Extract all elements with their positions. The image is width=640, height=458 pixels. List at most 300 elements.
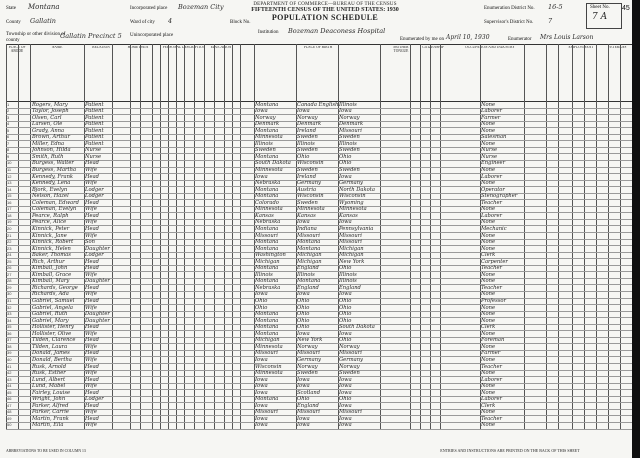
line-number: 7	[7, 140, 10, 146]
birthplace-cell: Minnesota	[255, 370, 283, 377]
mother-birthplace-cell: Ohio	[339, 311, 352, 318]
mother-birthplace-cell: Kansas	[339, 212, 358, 219]
name-cell: Johnson, Hilda	[32, 147, 71, 154]
relation-cell: Head	[85, 258, 100, 265]
relation-cell: Daughter	[85, 317, 110, 324]
line-number: 16	[7, 199, 12, 205]
birthplace-cell: Illinois	[255, 140, 273, 147]
birthplace-cell: Ohio	[255, 304, 268, 311]
mother-birthplace-cell: Minnesota	[339, 206, 367, 213]
birthplace-cell: Iowa	[255, 415, 268, 422]
name-cell: Larsen, Ole	[32, 121, 63, 128]
line-number: 38	[7, 343, 12, 349]
line-number: 39	[7, 350, 12, 356]
line-number: 33	[7, 311, 12, 317]
department-line: DEPARTMENT OF COMMERCE—BUREAU OF THE CENSUS	[253, 2, 397, 7]
father-birthplace-cell: Ireland	[297, 127, 317, 134]
birthplace-cell: Montana	[255, 317, 279, 324]
enum-district-value: 16-5	[548, 3, 563, 11]
county-label: County	[6, 20, 21, 25]
line-number: 46	[7, 396, 12, 402]
column-heading: RELATION	[92, 46, 110, 49]
line-number: 26	[7, 265, 12, 271]
mother-birthplace-cell: South Dakota	[339, 324, 375, 331]
name-cell: Kimball, John	[32, 265, 68, 272]
enumerated-label: Enumerated by me on	[400, 37, 445, 42]
relation-cell: Son	[85, 239, 96, 246]
column-rule	[176, 44, 177, 430]
occupation-cell: Nurse	[481, 147, 498, 154]
mother-birthplace-cell: Norway	[339, 343, 360, 350]
birthplace-cell: Nebraska	[255, 284, 281, 291]
relation-cell: Wife	[85, 343, 97, 350]
state-label: State	[6, 6, 16, 11]
ward-value: 4	[168, 17, 173, 25]
father-birthplace-cell: Ohio	[297, 396, 310, 403]
occupation-cell: None	[481, 127, 496, 134]
column-rule	[380, 44, 381, 430]
name-cell: Kennedy, Lena	[32, 180, 71, 187]
relation-cell: Wife	[85, 409, 97, 416]
row-rule	[6, 429, 636, 430]
instructions-note: ENTRIES AND INSTRUCTIONS ARE PRINTED ON THE BACK OF THIS SHEET	[440, 448, 580, 454]
birthplace-cell: Iowa	[255, 422, 268, 429]
name-cell: Kinnick, Jane	[32, 232, 67, 239]
father-birthplace-cell: Kansas	[297, 212, 316, 219]
mother-birthplace-cell: Iowa	[339, 108, 352, 115]
birthplace-cell: Minnesota	[255, 343, 283, 350]
incorporated-value: Bozeman City	[178, 3, 224, 11]
father-birthplace-cell: Sweden	[297, 370, 318, 377]
line-number: 17	[7, 206, 12, 212]
father-birthplace-cell: Missouri	[297, 232, 320, 239]
relation-cell: Nurse	[85, 153, 102, 160]
relation-cell: Head	[85, 199, 100, 206]
mother-birthplace-cell: Illinois	[339, 271, 357, 278]
name-cell: Hollister, Henry	[32, 324, 74, 331]
mother-birthplace-cell: Iowa	[339, 402, 352, 409]
birthplace-cell: Montana	[255, 193, 279, 200]
occupation-cell: Laborer	[481, 173, 503, 180]
name-cell: Nelson, Hazel	[32, 193, 69, 200]
relation-cell: Wife	[85, 422, 97, 429]
occupation-cell: Clerk	[481, 402, 496, 409]
occupation-cell: None	[481, 278, 496, 285]
mother-birthplace-cell: Norway	[339, 114, 360, 121]
mother-birthplace-cell: Illinois	[339, 101, 357, 108]
father-birthplace-cell: Sweden	[297, 134, 318, 141]
line-number: 12	[7, 173, 12, 179]
father-birthplace-cell: Wisconsin	[297, 160, 324, 167]
line-number: 11	[7, 167, 12, 172]
line-number: 23	[7, 245, 12, 251]
line-number: 35	[7, 324, 12, 330]
father-birthplace-cell: Iowa	[297, 383, 310, 390]
relation-cell: Wife	[85, 206, 97, 213]
father-birthplace-cell: Sweden	[297, 147, 318, 154]
township-label: Township or other division of county	[6, 32, 66, 43]
father-birthplace-cell: England	[297, 284, 319, 291]
column-heading: PERSONAL DESCRIPTION	[162, 46, 206, 49]
name-cell: Tilden, Clarence	[32, 337, 76, 344]
line-number: 22	[7, 239, 12, 245]
relation-cell: Wife	[85, 356, 97, 363]
mother-birthplace-cell: Ohio	[339, 396, 352, 403]
line-number: 47	[7, 402, 12, 408]
line-number: 44	[7, 383, 12, 389]
mother-birthplace-cell: Denmark	[339, 121, 364, 128]
relation-cell: Head	[85, 337, 100, 344]
census-line: FIFTEENTH CENSUS OF THE UNITED STATES: 1930	[251, 7, 399, 14]
name-cell: Parker, Alfred	[32, 402, 69, 409]
mother-birthplace-cell: Missouri	[339, 350, 362, 357]
father-birthplace-cell: Missouri	[297, 409, 320, 416]
name-cell: Fairley, Louise	[32, 389, 71, 396]
father-birthplace-cell: Norway	[297, 363, 318, 370]
father-birthplace-cell: Germany	[297, 180, 321, 187]
birthplace-cell: Wisconsin	[255, 363, 282, 370]
mother-birthplace-cell: Ohio	[339, 304, 352, 311]
occupation-cell: Teacher	[481, 265, 503, 272]
township-value: Gallatin Precinct 5	[60, 32, 122, 40]
name-cell: Hollister, Olive	[32, 330, 72, 337]
line-number: 24	[7, 252, 12, 258]
mother-birthplace-cell: Iowa	[339, 376, 352, 383]
birthplace-cell: Sweden	[255, 147, 276, 154]
occupation-cell: Laborer	[481, 212, 503, 219]
name-cell: Kinnick, Robert	[32, 239, 74, 246]
occupation-cell: None	[481, 232, 496, 239]
name-cell: Kimball, Grace	[32, 271, 72, 278]
column-heading: NAME	[51, 46, 63, 49]
relation-cell: Head	[85, 284, 100, 291]
birthplace-cell: Montana	[255, 330, 279, 337]
institution-label: Institution	[258, 30, 279, 35]
column-rule	[168, 44, 169, 430]
column-rule	[620, 44, 621, 430]
birthplace-cell: Missouri	[255, 409, 278, 416]
mother-birthplace-cell: Iowa	[339, 219, 352, 226]
occupation-cell: None	[481, 356, 496, 363]
mother-birthplace-cell: Ohio	[339, 160, 352, 167]
column-rule	[160, 44, 161, 430]
column-rule	[152, 44, 153, 430]
relation-cell: Head	[85, 212, 100, 219]
occupation-cell: None	[481, 239, 496, 246]
name-cell: Rusk, Arnold	[32, 363, 67, 370]
relation-cell: Head	[85, 265, 100, 272]
occupation-cell: Teacher	[481, 415, 503, 422]
father-birthplace-cell: Ireland	[297, 173, 317, 180]
relation-cell: Daughter	[85, 245, 110, 252]
occupation-cell: Operator	[481, 186, 505, 193]
birthplace-cell: Montana	[255, 265, 279, 272]
ward-label: Ward of city	[130, 20, 155, 25]
mother-birthplace-cell: Pennsylvania	[339, 225, 374, 232]
birthplace-cell: Montana	[255, 127, 279, 134]
father-birthplace-cell: Illinois	[297, 271, 315, 278]
father-birthplace-cell: Sweden	[297, 199, 318, 206]
column-heading: MOTHER TONGUE	[393, 46, 409, 53]
column-header-band	[6, 44, 636, 102]
father-birthplace-cell: Norway	[297, 343, 318, 350]
mother-birthplace-cell: Wyoming	[339, 199, 364, 206]
block-label: Block No.	[230, 20, 251, 25]
title-block	[240, 2, 410, 22]
birthplace-cell: Norway	[255, 114, 276, 121]
mother-birthplace-cell: England	[339, 284, 361, 291]
father-birthplace-cell: Sweden	[297, 167, 318, 173]
mother-birthplace-cell: Germany	[339, 356, 363, 363]
birthplace-cell: Montana	[255, 278, 279, 285]
birthplace-cell: Montana	[255, 153, 279, 160]
column-rule	[240, 44, 241, 430]
relation-cell: Wife	[85, 370, 97, 377]
father-birthplace-cell: Iowa	[297, 415, 310, 422]
name-cell: Burgess, Walter	[32, 160, 74, 167]
relation-cell: Lodger	[85, 396, 104, 403]
line-number: 18	[7, 212, 12, 218]
column-rule	[596, 44, 597, 430]
line-number: 14	[7, 186, 12, 192]
column-heading: PLACE OF BIRTH	[303, 46, 333, 49]
relation-cell: Lodger	[85, 252, 104, 259]
mother-birthplace-cell: Iowa	[339, 389, 352, 396]
line-number: 25	[7, 258, 12, 264]
birthplace-cell: Minnesota	[255, 206, 283, 213]
father-birthplace-cell: Germany	[297, 356, 321, 363]
name-cell: Smith, Ruth	[32, 153, 64, 160]
column-rule	[184, 44, 185, 430]
column-rule	[194, 44, 195, 430]
occupation-cell: Nurse	[481, 153, 498, 160]
name-cell: Miller, Edna	[32, 140, 65, 147]
line-number: 1	[7, 101, 10, 107]
mother-birthplace-cell: Norway	[339, 363, 360, 370]
line-number: 8	[7, 147, 10, 153]
line-number: 30	[7, 291, 12, 297]
relation-cell: Daughter	[85, 278, 110, 285]
line-number: 6	[7, 134, 10, 140]
relation-cell: Patient	[85, 101, 104, 108]
father-birthplace-cell: Ohio	[297, 324, 310, 331]
relation-cell: Lodger	[85, 193, 104, 200]
mother-birthplace-cell: Michigan	[339, 252, 364, 259]
name-cell: Tilden, Laura	[32, 343, 68, 350]
enumerator-label: Enumerator	[508, 37, 532, 42]
father-birthplace-cell: Scotland	[297, 389, 321, 396]
mother-birthplace-cell: Ohio	[339, 153, 352, 160]
column-rule	[546, 44, 547, 430]
mother-birthplace-cell: Iowa	[339, 291, 352, 298]
birthplace-cell: Denmark	[255, 121, 280, 128]
father-birthplace-cell: Iowa	[297, 330, 310, 337]
name-cell: Donald, Bertha	[32, 356, 72, 363]
column-rule	[430, 44, 431, 430]
column-rule	[30, 44, 31, 430]
name-cell: Taylor, Joseph	[32, 108, 69, 115]
mother-birthplace-cell: Illinois	[339, 278, 357, 285]
father-birthplace-cell: Denmark	[297, 121, 322, 128]
mother-birthplace-cell: Ohio	[339, 317, 352, 324]
line-number: 13	[7, 180, 12, 186]
line-number: 5	[7, 127, 10, 133]
father-birthplace-cell: New York	[297, 337, 323, 344]
line-number: 27	[7, 271, 12, 277]
occupation-cell: None	[481, 311, 496, 318]
column-rule	[584, 44, 585, 430]
birthplace-cell: Ohio	[255, 298, 268, 304]
occupation-cell: Salesman	[481, 134, 507, 141]
line-number: 32	[7, 304, 12, 310]
mother-birthplace-cell: Iowa	[339, 383, 352, 390]
relation-cell: Head	[85, 376, 100, 383]
column-rule	[524, 44, 525, 430]
name-cell: Baker, Thomas	[32, 252, 71, 259]
father-birthplace-cell: Illinois	[297, 140, 315, 147]
column-rule	[608, 44, 609, 430]
supervisor-label: Supervisor's District No.	[484, 20, 534, 25]
line-number: 9	[7, 153, 10, 159]
line-number: 3	[7, 114, 10, 120]
enumerator-value: Mrs Louis Larson	[540, 34, 594, 41]
line-number: 48	[7, 409, 12, 415]
occupation-cell: None	[481, 304, 496, 311]
column-rule	[224, 44, 225, 430]
father-birthplace-cell: Montana	[297, 245, 321, 252]
occupation-cell: None	[481, 245, 496, 252]
column-rule	[440, 44, 441, 430]
name-cell: Pearce, Alice	[32, 219, 67, 226]
name-cell: Martin, Frank	[32, 415, 69, 422]
occupation-cell: None	[481, 317, 496, 324]
occupation-cell: None	[481, 140, 496, 147]
occupation-cell: None	[481, 389, 496, 396]
mother-birthplace-cell: Ohio	[339, 298, 352, 304]
occupation-cell: Teacher	[481, 199, 503, 206]
relation-cell: Wife	[85, 304, 97, 311]
mother-birthplace-cell: Germany	[339, 180, 363, 187]
name-cell: Gabriel, Samuel	[32, 298, 75, 304]
relation-cell: Head	[85, 389, 100, 396]
mother-birthplace-cell: Missouri	[339, 232, 362, 239]
name-cell: Pearce, Ralph	[32, 212, 69, 219]
name-cell: Rusk, Esther	[32, 370, 66, 377]
relation-cell: Wife	[85, 271, 97, 278]
father-birthplace-cell: Iowa	[297, 219, 310, 226]
relation-cell: Wife	[85, 232, 97, 239]
line-number: 10	[7, 160, 12, 166]
occupation-cell: None	[481, 271, 496, 278]
relation-cell: Wife	[85, 219, 97, 226]
enum-district-label: Enumeration District No.	[484, 6, 535, 11]
occupation-cell: None	[481, 291, 496, 298]
mother-birthplace-cell: Sweden	[339, 134, 360, 141]
state-value: Montana	[28, 3, 60, 11]
father-birthplace-cell: Montana	[297, 239, 321, 246]
birthplace-cell: Illinois	[255, 271, 273, 278]
name-cell: Wright, John	[32, 396, 66, 403]
father-birthplace-cell: Ohio	[297, 311, 310, 318]
relation-cell: Patient	[85, 108, 104, 115]
occupation-cell: Professor	[481, 298, 507, 304]
relation-cell: Patient	[85, 134, 104, 141]
mother-birthplace-cell: New York	[339, 258, 365, 265]
name-cell: Rich, Arthur	[32, 258, 65, 265]
occupation-cell: Farmer	[481, 350, 501, 357]
name-cell: Rogers, Mary	[32, 101, 68, 108]
name-cell: Bjork, Evelyn	[32, 186, 68, 193]
line-number: 28	[7, 278, 12, 284]
father-birthplace-cell: Wisconsin	[297, 193, 324, 200]
father-birthplace-cell: Iowa	[297, 422, 310, 429]
column-heading: OCCUPATION AND INDUSTRY	[465, 46, 515, 49]
mother-birthplace-cell: Michigan	[339, 245, 364, 252]
birthplace-cell: Nebraska	[255, 219, 281, 226]
name-cell: Richards, George	[32, 284, 78, 291]
line-number: 19	[7, 219, 12, 225]
column-rule	[410, 44, 411, 430]
mother-birthplace-cell: Sweden	[339, 147, 360, 154]
birthplace-cell: Nebraska	[255, 180, 281, 187]
relation-cell: Patient	[85, 121, 104, 128]
relation-cell: Patient	[85, 127, 104, 134]
name-cell: Donald, James	[32, 350, 70, 357]
line-number: 20	[7, 225, 12, 231]
name-cell: Olsen, Carl	[32, 114, 62, 121]
occupation-cell: Laborer	[481, 396, 503, 403]
column-rule	[232, 44, 233, 430]
name-cell: Coleman, Evelyn	[32, 206, 77, 213]
mother-birthplace-cell: Missouri	[339, 239, 362, 246]
birthplace-cell: Montana	[255, 225, 279, 232]
birthplace-cell: Washington	[255, 252, 286, 259]
line-number: 45	[7, 389, 12, 395]
mother-birthplace-cell: Iowa	[339, 422, 352, 429]
father-birthplace-cell: Ohio	[297, 153, 310, 160]
father-birthplace-cell: Ohio	[297, 317, 310, 324]
occupation-cell: Clerk	[481, 324, 496, 331]
name-cell: Kinnick, Peter	[32, 225, 70, 232]
name-cell: Martin, Ella	[32, 422, 64, 429]
birthplace-cell: Montana	[255, 239, 279, 246]
institution-value: Bozeman Deaconess Hospital	[288, 27, 386, 35]
father-birthplace-cell: Norway	[297, 114, 318, 121]
birthplace-cell: Montana	[255, 186, 279, 193]
incorporated-label: Incorporated place	[130, 6, 168, 11]
birthplace-cell: Iowa	[255, 108, 268, 115]
occupation-cell: Farmer	[481, 114, 501, 121]
mother-birthplace-cell: Missouri	[339, 127, 362, 134]
father-birthplace-cell: Indiana	[297, 225, 317, 232]
page-number: 45	[622, 5, 630, 12]
abbreviations-note: ABBREVIATIONS TO BE USED IN COLUMN 13	[6, 449, 86, 454]
relation-cell: Patient	[85, 140, 104, 147]
relation-cell: Wife	[85, 180, 97, 187]
occupation-cell: None	[481, 343, 496, 350]
birthplace-cell: Montana	[255, 245, 279, 252]
relation-cell: Head	[85, 160, 100, 167]
birthplace-cell: Iowa	[255, 383, 268, 390]
mother-birthplace-cell: Ohio	[339, 265, 352, 272]
birthplace-cell: Missouri	[255, 350, 278, 357]
occupation-cell: Mechanic	[481, 225, 507, 232]
father-birthplace-cell: Minnesota	[297, 206, 325, 213]
birthplace-cell: Montana	[255, 396, 279, 403]
occupation-cell: Clerk	[481, 252, 496, 259]
occupation-cell: None	[481, 180, 496, 187]
father-birthplace-cell: Michigan	[297, 252, 322, 259]
